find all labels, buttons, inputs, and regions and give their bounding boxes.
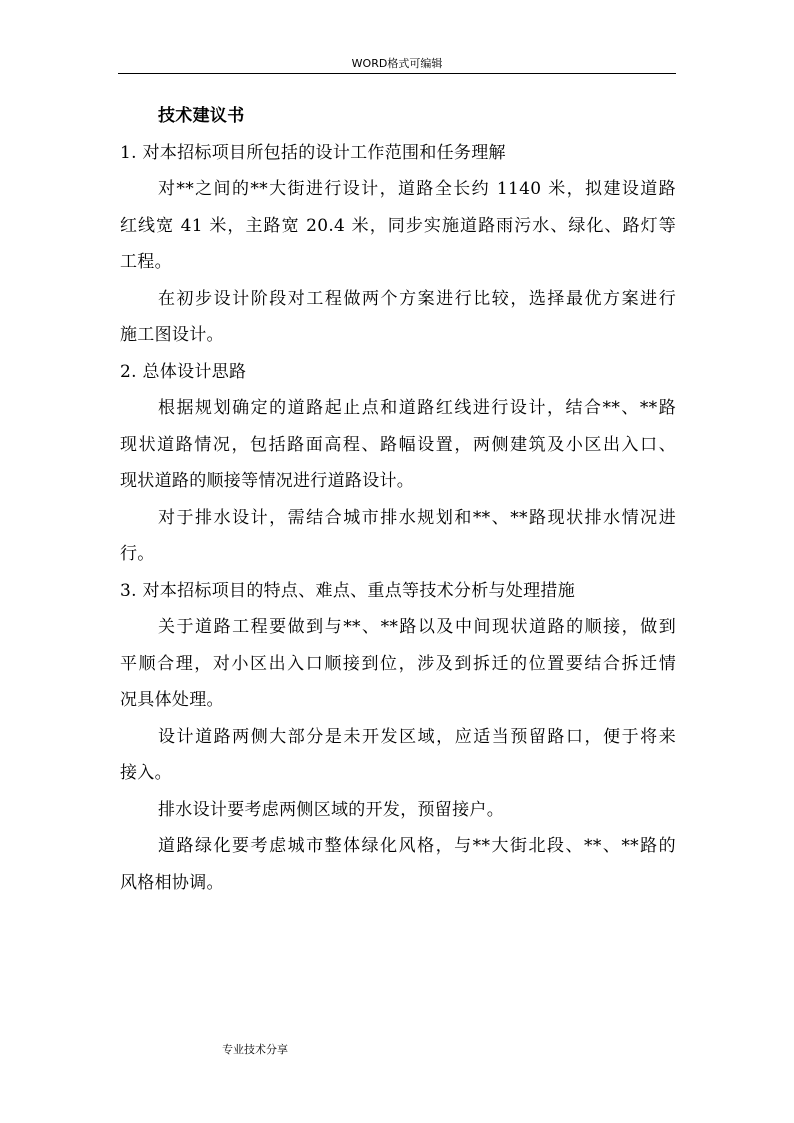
paragraph-line: 根据规划确定的道路起止点和道路红线进行设计，结合**、**路 [158, 398, 676, 418]
paragraph-line: 风格相协调。 [120, 872, 224, 893]
section-heading-3: 3. 对本招标项目的特点、难点、重点等技术分析与处理措施 [120, 580, 576, 601]
page-footer: 专业技术分享 [222, 1043, 288, 1056]
header-divider [118, 73, 676, 74]
paragraph-line: 排水设计要考虑两侧区域的开发，预留接户。 [158, 799, 504, 820]
section-heading-1: 1. 对本招标项目所包括的设计工作范围和任务理解 [120, 142, 506, 163]
paragraph-line: 行。 [120, 544, 155, 564]
paragraph-line: 况具体处理。 [120, 690, 224, 710]
paragraph-line: 平顺合理，对小区出入口顺接到位，涉及到拆迁的位置要结合拆迁情 [120, 653, 676, 674]
paragraph-line: 对**之间的**大街进行设计，道路全长约 1140 米，拟建设道路 [158, 179, 676, 199]
paragraph-line: 施工图设计。 [120, 325, 224, 345]
paragraph-line: 现状道路的顺接等情况进行道路设计。 [120, 471, 415, 491]
page-header: WORD格式可编辑 [351, 57, 443, 70]
paragraph-line: 工程。 [120, 252, 172, 272]
document-body [120, 98, 676, 901]
paragraph-line: 设计道路两侧大部分是未开发区域，应适当预留路口，便于将来 [158, 726, 676, 747]
paragraph-line: 在初步设计阶段对工程做两个方案进行比较，选择最优方案进行 [158, 288, 676, 309]
paragraph-line: 接入。 [120, 763, 172, 783]
paragraph-line: 红线宽 41 米，主路宽 20.4 米，同步实施道路雨污水、绿化、路灯等 [120, 215, 676, 236]
section-heading-2: 2. 总体设计思路 [120, 361, 247, 382]
document-title: 技术建议书 [158, 106, 245, 126]
paragraph-line: 对于排水设计，需结合城市排水规划和**、**路现状排水情况进 [158, 507, 676, 528]
paragraph-line: 道路绿化要考虑城市整体绿化风格，与**大街北段、**、**路的 [158, 836, 676, 856]
paragraph-line: 现状道路情况，包括路面高程、路幅设置，两侧建筑及小区出入口、 [120, 434, 676, 455]
paragraph-line: 关于道路工程要做到与**、**路以及中间现状道路的顺接，做到 [158, 617, 676, 637]
